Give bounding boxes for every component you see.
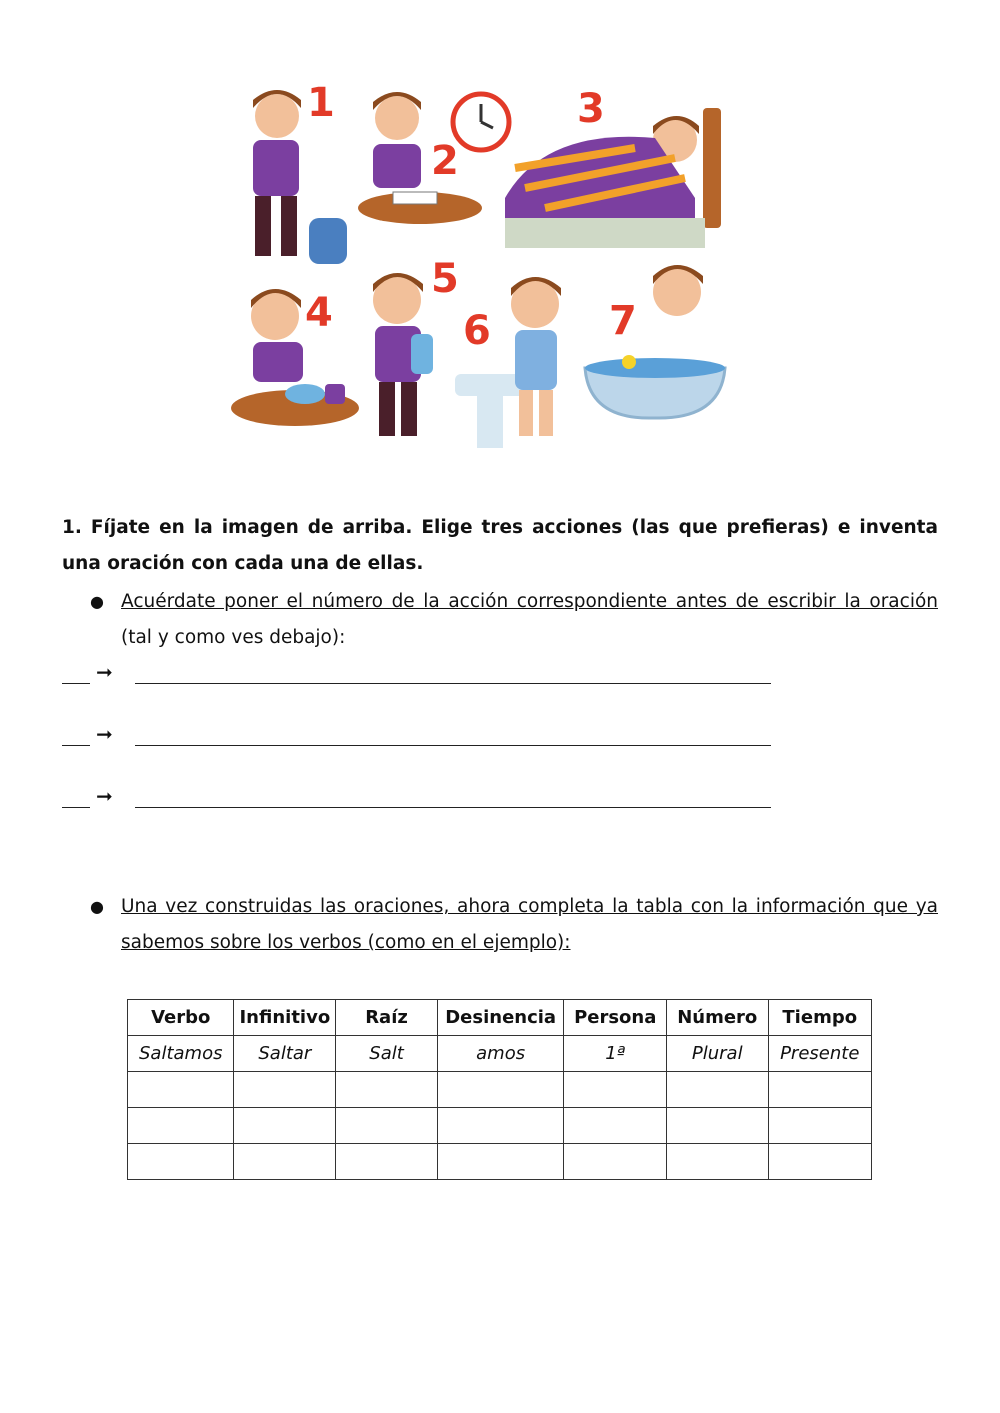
table-row	[128, 1072, 872, 1108]
bullet-dot: ●	[90, 897, 104, 916]
header-tiempo: Tiempo	[768, 1000, 872, 1036]
number-4-label: 4	[305, 290, 333, 336]
table-cell-input[interactable]	[128, 1108, 234, 1144]
bullet-2-text: Una vez construidas las oraciones, ahora completa la tabla con la información que ya sabemos sobre los verbos (como en el ejemplo):	[121, 896, 938, 953]
table-cell-input[interactable]	[667, 1144, 769, 1180]
answer-line-1[interactable]	[62, 658, 772, 688]
table-cell: 1ª	[564, 1036, 667, 1072]
verb-analysis-table	[127, 999, 872, 1180]
sentence-blank[interactable]	[135, 683, 771, 684]
table-cell-input[interactable]	[128, 1144, 234, 1180]
bullet-1-underlined-text: Acuérdate poner el número de la acción correspondiente antes de escribir la oración	[121, 591, 938, 612]
action-number-blank[interactable]	[62, 683, 90, 684]
exercise-instruction: 1. Fíjate en la imagen de arriba. Elige tres acciones (las que prefieras) e inventa una oración con cada una de ellas.	[62, 517, 938, 574]
header-desinencia: Desinencia	[437, 1000, 564, 1036]
answer-line-2[interactable]	[62, 720, 772, 750]
arrow-icon: ➞	[96, 784, 113, 808]
table-cell-input[interactable]	[437, 1072, 564, 1108]
header-infinitivo: Infinitivo	[234, 1000, 336, 1036]
action-number-blank[interactable]	[62, 745, 90, 746]
table-cell: Saltar	[234, 1036, 336, 1072]
number-5-label: 5	[431, 256, 459, 302]
sentence-blank[interactable]	[135, 807, 771, 808]
header-persona: Persona	[564, 1000, 667, 1036]
table-cell-input[interactable]	[768, 1072, 872, 1108]
table-cell-input[interactable]	[564, 1108, 667, 1144]
table-cell-input[interactable]	[336, 1072, 438, 1108]
table-header-row	[128, 1000, 872, 1036]
table-cell: Salt	[336, 1036, 438, 1072]
table-cell-input[interactable]	[667, 1108, 769, 1144]
table-cell-input[interactable]	[336, 1144, 438, 1180]
number-7-label: 7	[609, 298, 637, 344]
table-cell-input[interactable]	[768, 1108, 872, 1144]
table-cell-input[interactable]	[564, 1144, 667, 1180]
bullet-dot: ●	[90, 592, 104, 611]
table-cell: amos	[437, 1036, 564, 1072]
table-cell-input[interactable]	[564, 1072, 667, 1108]
arrow-icon: ➞	[96, 722, 113, 746]
table-cell-input[interactable]	[437, 1108, 564, 1144]
number-6-label: 6	[463, 308, 491, 354]
daily-routine-illustration	[225, 78, 735, 456]
table-cell-input[interactable]	[667, 1072, 769, 1108]
table-row	[128, 1108, 872, 1144]
table-cell-input[interactable]	[234, 1108, 336, 1144]
number-1-label: 1	[307, 80, 335, 126]
action-5-school	[373, 273, 433, 436]
action-4-breakfast	[231, 289, 359, 426]
number-3-label: 3	[577, 86, 605, 132]
header-numero: Número	[667, 1000, 769, 1036]
table-cell-input[interactable]	[234, 1072, 336, 1108]
table-cell: Plural	[667, 1036, 769, 1072]
table-cell: Saltamos	[128, 1036, 234, 1072]
table-cell-input[interactable]	[234, 1144, 336, 1180]
number-2-label: 2	[431, 138, 459, 184]
table-row	[128, 1144, 872, 1180]
bullet-1-rest-text: (tal y como ves debajo):	[121, 627, 346, 648]
action-3-sleeping	[505, 108, 721, 248]
table-cell-input[interactable]	[128, 1072, 234, 1108]
table-cell-input[interactable]	[437, 1144, 564, 1180]
header-raiz: Raíz	[336, 1000, 438, 1036]
sentence-blank[interactable]	[135, 745, 771, 746]
answer-line-3[interactable]	[62, 782, 772, 812]
header-verbo: Verbo	[128, 1000, 234, 1036]
action-number-blank[interactable]	[62, 807, 90, 808]
arrow-icon: ➞	[96, 660, 113, 684]
table-row-example	[128, 1036, 872, 1072]
action-7-bath	[585, 265, 725, 418]
table-cell-input[interactable]	[336, 1108, 438, 1144]
table-cell-input[interactable]	[768, 1144, 872, 1180]
table-cell: Presente	[768, 1036, 872, 1072]
action-6-brushing	[455, 277, 561, 448]
